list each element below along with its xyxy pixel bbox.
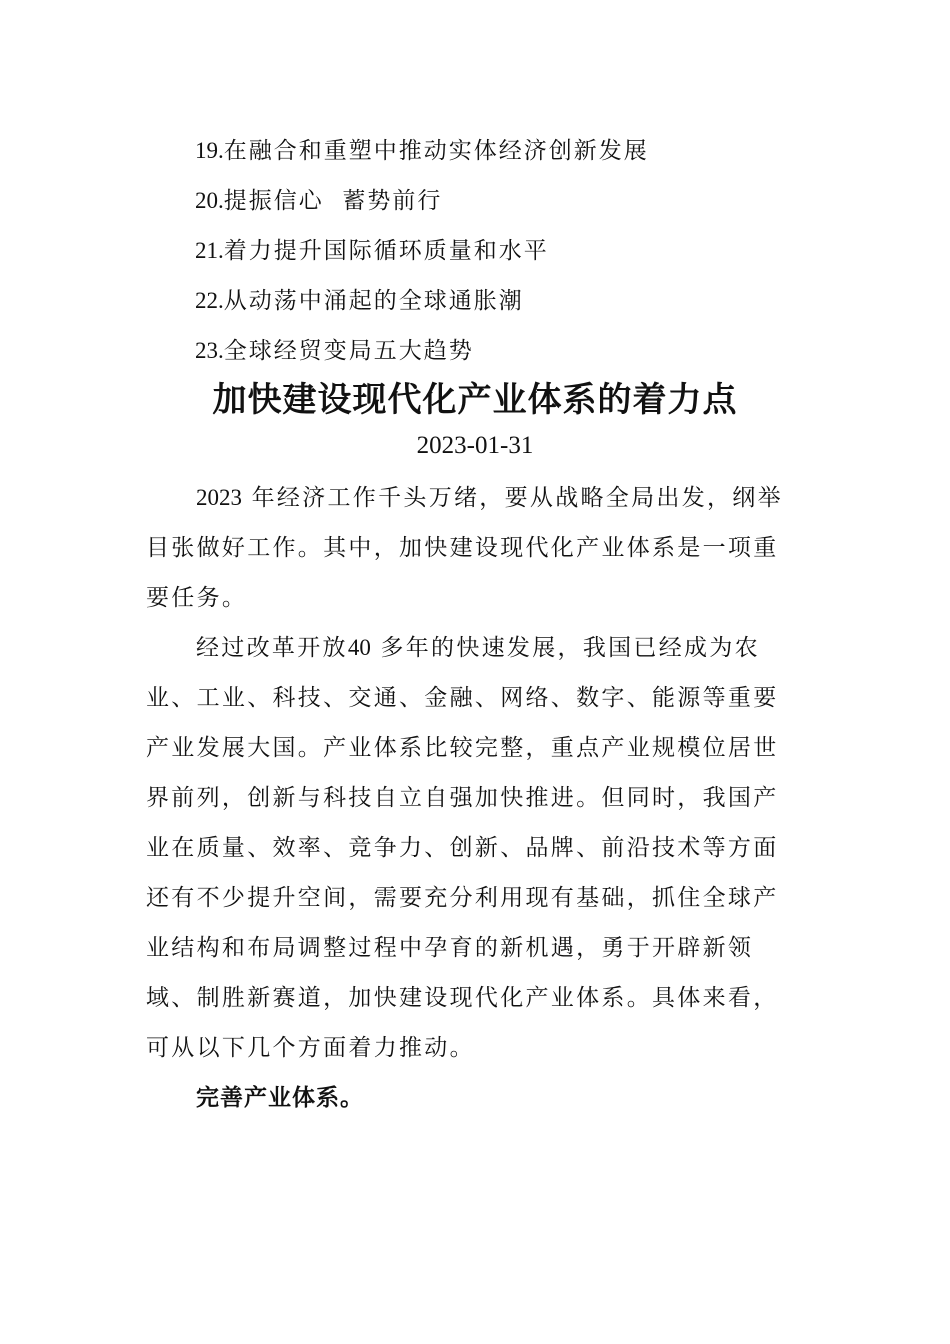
- related-article-title: 在融合和重塑中推动实体经济创新发展: [223, 138, 649, 164]
- related-article-number: 21.: [195, 238, 224, 263]
- related-article-item[interactable]: [195, 180, 835, 230]
- paragraph-number: 40: [347, 635, 371, 660]
- paragraph-text: 年经济工作千头万绪，要从战略全局出发，纲举目张做好工作。其中，加快建设现代化产业体系是一项重要任务。: [146, 485, 783, 611]
- related-article-title: 从动荡中涌起的全球通胀潮: [223, 288, 524, 314]
- related-article-title: 全球经贸变局五大趋势: [223, 338, 474, 364]
- section-subheading: 完善产业体系。: [196, 1085, 364, 1111]
- related-article-number: 20.: [195, 188, 224, 213]
- related-article-item[interactable]: [195, 280, 835, 330]
- related-article-item[interactable]: [195, 130, 835, 180]
- related-article-title: 提振信心 蓄势前行: [223, 188, 443, 214]
- article-paragraph: [146, 623, 786, 1073]
- article-title: 加快建设现代化产业体系的着力点: [212, 380, 738, 420]
- article-paragraph: [146, 473, 786, 623]
- related-article-title: 着力提升国际循环质量和水平: [223, 238, 549, 264]
- paragraph-text: 多年的快速发展，我国已经成为农业、工业、科技、交通、金融、网络、数字、能源等重要产业发展大国。产业体系比较完整，重点产业规模位居世界前列，创新与科技自立自强加快推进。但同时，我国产业在质量、效率、竞争力、创新、品牌、前沿技术等方面还有不少提升空间，需要充分利用现有基础，抓住全球产业结构和布局调整过程中孕育的新机遇，勇于开辟新领域、制胜新赛道，加快建设现代化产业体系。具体来看，可从以下几个方面着力推动。: [146, 635, 779, 1061]
- related-article-number: 19.: [195, 138, 224, 163]
- article-date: 2023-01-31: [416, 432, 534, 459]
- paragraph-year: 2023: [196, 485, 242, 510]
- related-article-item[interactable]: [195, 230, 835, 280]
- paragraph-lead: 经过改革开放: [196, 635, 348, 661]
- related-article-number: 22.: [195, 288, 224, 313]
- related-article-number: 23.: [195, 338, 224, 363]
- related-articles-list: [195, 130, 835, 380]
